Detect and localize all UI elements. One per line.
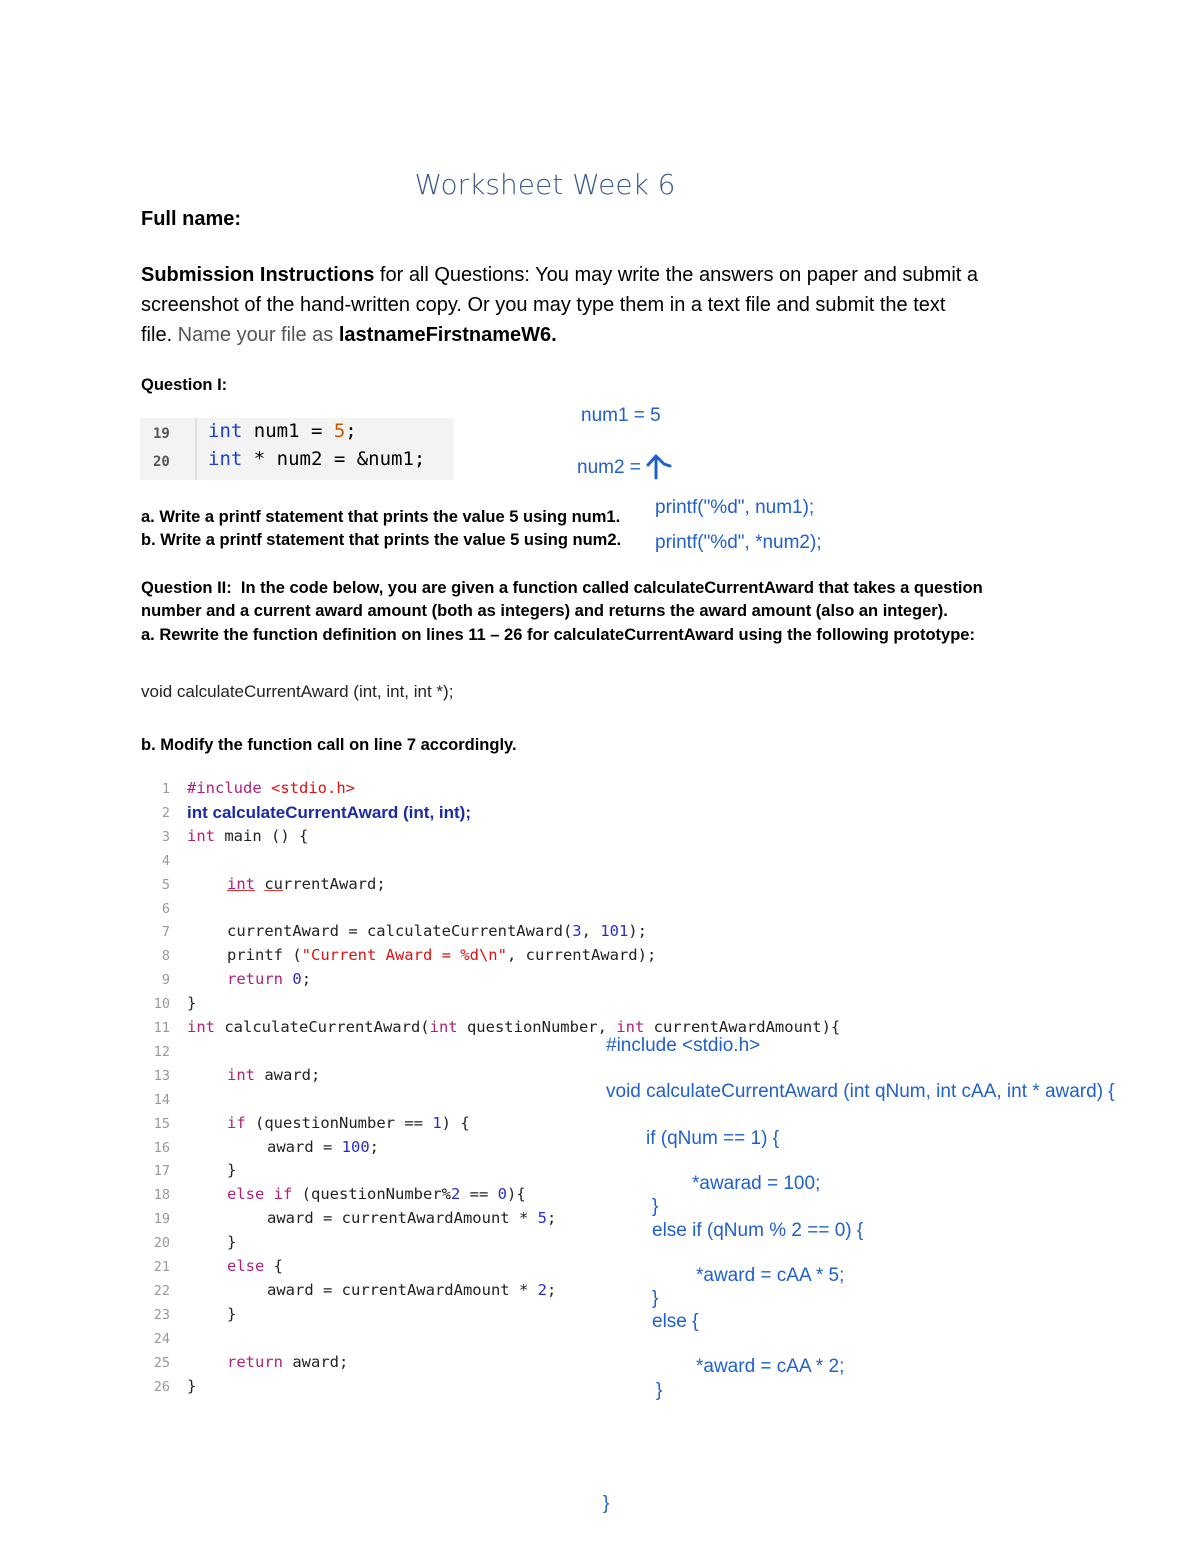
code-line: return 0; <box>227 970 312 989</box>
submission-line-1 <box>141 264 978 287</box>
code-line-number: 26 <box>153 1378 170 1395</box>
code-line-number: 8 <box>161 948 170 965</box>
question-2-label: Question II: <box>141 579 232 597</box>
submission-label: Submission Instructions <box>141 264 375 286</box>
prototype-text: void calculateCurrentAward (int, int, int *); <box>141 682 454 701</box>
code-line-number: 2 <box>161 804 170 821</box>
snippet-keyword: int <box>208 448 243 470</box>
submission-line-3a: file. <box>141 324 173 346</box>
code-line: } <box>187 994 197 1013</box>
question-1-heading: Question I: <box>141 376 228 394</box>
code-line-number: 3 <box>161 828 170 845</box>
code-line: int calculateCurrentAward(int questionNumber, int currentAwardAmount){ <box>187 1018 841 1036</box>
question-2-heading <box>141 579 983 598</box>
annotation-signature: void calculateCurrentAward (int qNum, int cAA, int * award) { <box>606 1081 1115 1102</box>
code-line: else { <box>227 1257 283 1275</box>
code-line-number: 13 <box>153 1067 170 1084</box>
code-line: return award; <box>227 1352 349 1371</box>
submission-line-3 <box>141 324 557 347</box>
annotation-else-if: else if (qNum % 2 == 0) { <box>652 1220 864 1241</box>
annotation-close-final: } <box>603 1493 610 1514</box>
submission-line-3b: Name your file as <box>172 324 339 346</box>
code-line-number: 7 <box>161 924 170 941</box>
question-1-snippet <box>140 418 454 480</box>
code-line: printf ("Current Award = %d\n", currentAward); <box>227 946 657 965</box>
snippet-text: num1 = <box>242 420 334 442</box>
code-line-number: 25 <box>153 1354 170 1371</box>
code-line-number: 4 <box>161 852 170 869</box>
annotation-include: #include <stdio.h> <box>606 1035 761 1056</box>
submission-line-2: screenshot of the hand-written copy. Or you may type them in a text file and submit the text <box>141 294 946 316</box>
arrow-up-icon <box>644 452 674 480</box>
code-line: } <box>227 1161 237 1180</box>
code-line: award = 100; <box>267 1137 379 1156</box>
code-line: int main () { <box>187 826 309 845</box>
snippet-keyword: int <box>208 420 243 442</box>
annotation-assign-3: *award = cAA * 2; <box>696 1356 845 1377</box>
code-line-number: 9 <box>161 972 170 989</box>
code-line: } <box>187 1376 197 1395</box>
snippet-text: * num2 = &num1; <box>242 448 426 470</box>
annotation-close-1: } <box>652 1196 659 1217</box>
annotation-close-3: } <box>656 1380 663 1401</box>
code-line: int calculateCurrentAward (int, int); <box>187 802 471 822</box>
annotation-assign-1: *awarad = 100; <box>692 1173 821 1194</box>
code-line-number: 24 <box>153 1330 170 1347</box>
code-line: int award; <box>227 1065 321 1084</box>
question-2-text: In the code below, you are given a function called calculateCurrentAward that takes a question <box>231 579 983 597</box>
code-line-number: 6 <box>161 900 170 917</box>
snippet-end: ; <box>345 420 357 442</box>
code-line-number: 14 <box>153 1091 170 1108</box>
code-line-number: 16 <box>153 1139 170 1156</box>
submission-filename: lastnameFirstnameW6. <box>338 324 557 346</box>
annotation-num1: num1 = 5 <box>581 405 661 426</box>
code-line-number: 19 <box>153 1211 170 1228</box>
code-line-number: 23 <box>153 1306 170 1323</box>
snippet-line-number: 19 <box>153 426 170 442</box>
full-name-label: Full name: <box>141 208 242 230</box>
code-line: award = currentAwardAmount * 5; <box>267 1209 557 1228</box>
page-title: Worksheet Week 6 <box>414 168 676 201</box>
code-line-number: 21 <box>153 1259 170 1275</box>
code-line: else if (questionNumber%2 == 0){ <box>227 1185 526 1204</box>
code-line: award = currentAwardAmount * 2; <box>267 1280 557 1299</box>
annotation-else: else { <box>652 1311 699 1332</box>
code-line-number: 15 <box>153 1115 170 1132</box>
code-line: } <box>227 1304 237 1323</box>
code-line: currentAward = calculateCurrentAward(3, 101); <box>227 922 647 941</box>
annotation-answer-a: printf("%d", num1); <box>655 497 815 518</box>
annotation-num2: num2 = <box>577 457 641 478</box>
question-2-line-2: number and a current award amount (both as integers) and returns the award amount (also an integer). <box>141 602 948 620</box>
code-line: } <box>227 1233 237 1252</box>
code-line-number: 18 <box>153 1187 170 1204</box>
question-2a: a. Rewrite the function definition on lines 11 – 26 for calculateCurrentAward using the following prototype: <box>141 626 975 644</box>
question-2b: b. Modify the function call on line 7 accordingly. <box>141 736 517 754</box>
annotation-answer-b: printf("%d", *num2); <box>655 532 822 553</box>
annotation-close-2: } <box>652 1288 659 1309</box>
submission-line-1-text: for all Questions: You may write the answers on paper and submit a <box>374 264 979 286</box>
snippet-code-line <box>208 420 357 442</box>
code-line-number: 5 <box>161 876 170 893</box>
code-line-number: 11 <box>153 1020 170 1036</box>
code-line: int currentAward; <box>227 874 386 893</box>
annotation-if: if (qNum == 1) { <box>646 1128 780 1149</box>
code-line-number: 22 <box>153 1282 170 1299</box>
snippet-number: 5 <box>333 420 346 442</box>
annotation-assign-2: *award = cAA * 5; <box>696 1265 845 1286</box>
code-line-number: 1 <box>161 781 170 797</box>
code-line-number: 17 <box>153 1163 170 1180</box>
question-1b: b. Write a printf statement that prints the value 5 using num2. <box>141 531 622 549</box>
snippet-code-line <box>208 448 425 470</box>
code-line: #include <stdio.h> <box>187 779 355 797</box>
code-line-number: 20 <box>153 1235 170 1252</box>
code-line: if (questionNumber == 1) { <box>227 1113 470 1132</box>
code-line-number: 12 <box>153 1043 170 1060</box>
code-line-number: 10 <box>153 996 170 1013</box>
question-1a: a. Write a printf statement that prints the value 5 using num1. <box>141 508 621 526</box>
snippet-line-number: 20 <box>153 454 170 470</box>
